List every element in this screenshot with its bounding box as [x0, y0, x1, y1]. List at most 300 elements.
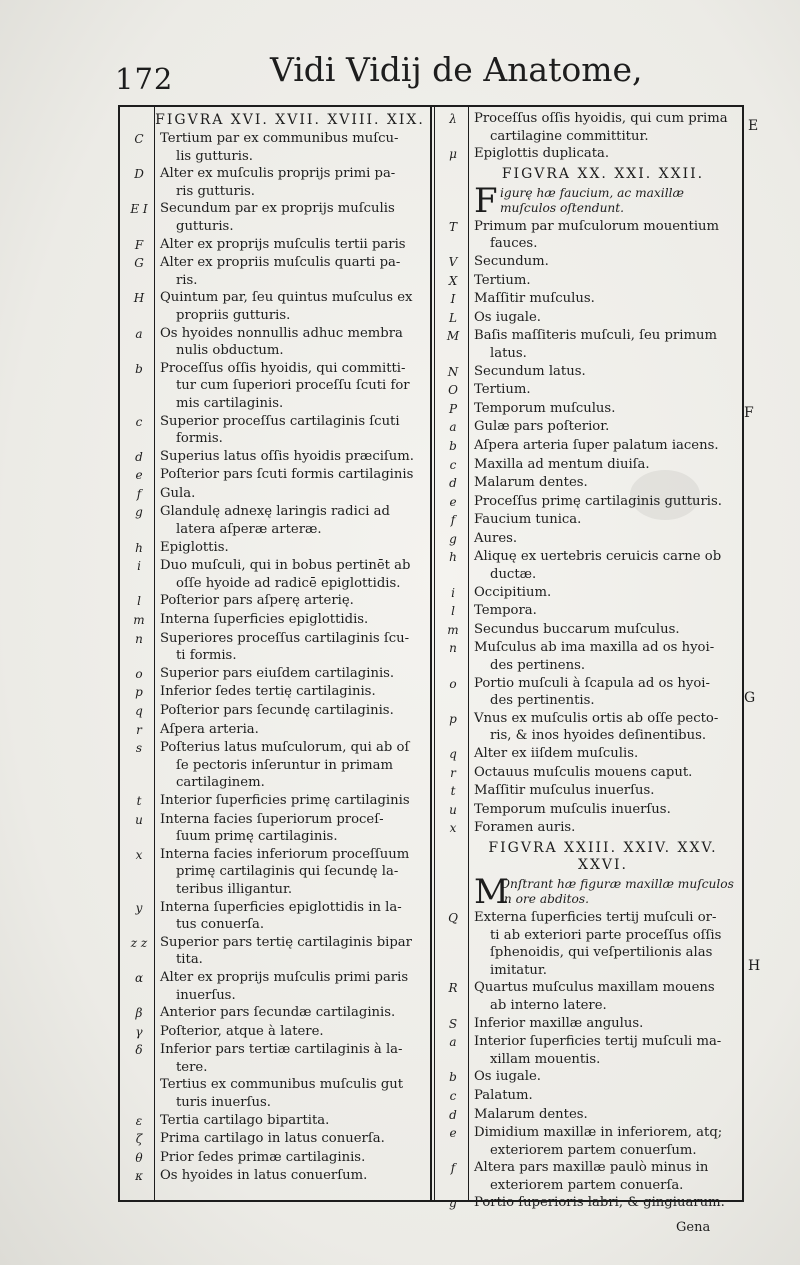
entry-line: Interna ſuperficies epiglottidis. — [160, 612, 369, 628]
entry-key: q — [449, 747, 457, 761]
entry-line: Interna facies inferiorum proceſſuum — [160, 846, 410, 862]
legend-entry — [122, 503, 428, 538]
entry-key: κ — [135, 1169, 143, 1184]
entry-line: Proceſſus primę cartilaginis gutturis. — [474, 493, 722, 509]
entry-line: Gula. — [160, 485, 196, 501]
legend-entry — [122, 165, 428, 200]
entry-line: Malarum dentes. — [474, 1106, 588, 1122]
entry-key: μ — [449, 147, 457, 162]
entry-line: Os hyoides nonnullis adhuc membra — [160, 325, 403, 341]
entry-key: g — [449, 1196, 457, 1211]
legend-entry — [122, 630, 428, 665]
legend-entry — [122, 557, 428, 592]
entry-text — [156, 592, 428, 610]
legend-entry — [436, 801, 740, 820]
legend-entry — [436, 474, 740, 493]
entry-text — [156, 665, 428, 683]
legend-entry — [122, 1004, 428, 1023]
entry-line: Poſterior pars ſecundę cartilaginis. — [160, 703, 394, 718]
catchword: Gena — [676, 1220, 711, 1235]
entry-key: d — [449, 1107, 457, 1122]
entry-key: S — [448, 1016, 458, 1031]
entry-text — [470, 381, 740, 399]
legend-entry — [436, 548, 740, 583]
entry-line: Os iugale. — [474, 1069, 541, 1085]
entry-key: t — [450, 784, 456, 799]
entry-text — [470, 621, 740, 639]
entry-key: b — [449, 438, 457, 453]
entry-line: Maxilla ad mentum diuiſa. — [474, 456, 650, 472]
entry-key: δ — [135, 1043, 143, 1058]
legend-entry — [122, 448, 428, 467]
legend-entry — [122, 683, 428, 702]
entry-key: f — [136, 486, 142, 501]
entry-text — [156, 325, 428, 360]
legend-entry — [122, 360, 428, 413]
entry-key: i — [137, 559, 141, 574]
entry-line: Faucium tunica. — [474, 512, 582, 528]
legend-entry — [436, 1124, 740, 1159]
entry-line: Maſſitir muſculus. — [474, 291, 595, 307]
entry-line: Portio muſculi à ſcapula ad os hyoi- — [474, 675, 710, 691]
legend-entry — [436, 400, 740, 419]
legend-entry — [122, 665, 428, 684]
entry-key: a — [449, 1035, 457, 1050]
entry-line: cartilagine committitur. — [490, 128, 649, 144]
entry-line: Foramen auris. — [474, 820, 576, 836]
legend-entry — [436, 530, 740, 549]
legend-entry — [436, 272, 740, 291]
margin-letter-h: H — [748, 958, 761, 974]
entry-line: Proceſſus oſſis hyoidis, qui cum prima — [474, 111, 728, 126]
entry-text — [470, 801, 740, 819]
legend-entry — [436, 363, 740, 382]
entry-line: Octauus muſculis mouens caput. — [474, 764, 693, 780]
entry-text — [470, 272, 740, 290]
entry-line: Tertium. — [474, 382, 531, 398]
entry-key: c — [135, 414, 143, 429]
entry-line: ab interno latere. — [490, 997, 607, 1013]
legend-entry — [122, 592, 428, 611]
entry-text — [470, 145, 740, 163]
entry-line: Tertius ex communibus muſculis gut — [160, 1077, 404, 1093]
entry-text — [470, 979, 740, 1014]
entry-line: Alter ex muſculis proprijs primi pa- — [160, 166, 396, 182]
entry-text — [470, 819, 740, 837]
entry-key: z z — [130, 935, 148, 950]
entry-line: Superior proceſſus cartilaginis ſcuti — [160, 413, 400, 429]
entry-line: ti ab exteriori parte proceſſus oſſis — [490, 927, 722, 943]
entry-text — [156, 721, 428, 739]
entry-line: Aſpera arteria ſuper palatum iacens. — [474, 437, 719, 453]
entry-key: θ — [135, 1150, 143, 1165]
entry-line: Superior pars tertię cartilaginis bipar — [160, 934, 412, 950]
entry-text — [470, 218, 740, 253]
entry-line: Temporum muſculis inuerſus. — [474, 801, 671, 817]
entry-text — [470, 437, 740, 455]
entry-line: inuerſus. — [176, 987, 236, 1003]
entry-line: Quartus muſculus maxillam mouens — [474, 980, 715, 996]
entry-line: Alter ex iiſdem muſculis. — [474, 746, 639, 761]
entry-line: Poſterior, atque à latere. — [160, 1023, 324, 1039]
margin-letter-f: F — [744, 405, 754, 421]
legend-entry — [436, 1087, 740, 1106]
legend-entry — [436, 745, 740, 764]
entry-line: Prima cartilago in latus conuerſa. — [160, 1131, 385, 1147]
entry-line: Os iugale. — [474, 309, 541, 325]
entry-line: formis. — [176, 431, 223, 447]
legend-entry — [122, 792, 428, 811]
entry-key: g — [449, 531, 457, 546]
entry-line: turis inuerſus. — [176, 1095, 271, 1111]
entry-line: mis cartilaginis. — [176, 395, 284, 411]
entry-text — [470, 511, 740, 529]
legend-entry — [122, 1112, 428, 1131]
left-column — [122, 110, 428, 1198]
entry-text — [156, 289, 428, 324]
entry-line: gutturis. — [176, 218, 234, 234]
entry-line: Vnus ex muſculis ortis ab oſſe pecto- — [474, 710, 719, 726]
entry-text — [470, 1159, 740, 1194]
legend-entry — [122, 611, 428, 630]
legend-entry — [436, 381, 740, 400]
entry-text — [156, 739, 428, 792]
entry-text — [470, 764, 740, 782]
center-rule-b — [434, 105, 435, 1201]
entry-key: α — [134, 970, 144, 985]
figure-heading: FIGVRA XXIII. XXIV. XXV. XXVI. — [488, 839, 718, 873]
entry-key: e — [449, 1126, 457, 1141]
entry-line: Interior ſuperficies primę cartilaginis — [160, 792, 410, 808]
entry-line: Tertium par ex communibus muſcu- — [160, 131, 399, 146]
figure-intro — [436, 871, 740, 912]
entry-line: Proceſſus oſſis hyoidis, qui committi- — [160, 360, 406, 376]
entry-key: a — [135, 326, 143, 341]
entry-text — [156, 254, 428, 289]
figure-intro — [436, 180, 740, 221]
entry-line: imitatur. — [490, 962, 547, 978]
legend-entry — [436, 909, 740, 979]
entry-key: x — [449, 821, 457, 836]
page-number: 172 — [115, 62, 174, 96]
legend-entry — [122, 1130, 428, 1149]
entry-key: s — [135, 741, 143, 756]
entry-text — [156, 792, 428, 810]
entry-text — [470, 1194, 740, 1212]
entry-line: tere. — [176, 1059, 208, 1075]
legend-entry — [436, 290, 740, 309]
margin-letter-e: E — [748, 118, 759, 134]
entry-line: teribus illigantur. — [176, 881, 293, 897]
legend-entry — [436, 710, 740, 745]
legend-entry — [436, 511, 740, 530]
entry-key: p — [135, 685, 143, 700]
legend-entry — [122, 811, 428, 846]
entry-line: Secundum. — [474, 253, 549, 269]
entry-text — [470, 110, 740, 145]
entry-key: T — [448, 219, 457, 234]
legend-entry — [436, 437, 740, 456]
entry-line: cartilaginem. — [176, 775, 265, 791]
entry-key: t — [136, 793, 142, 808]
legend-entry — [122, 539, 428, 558]
entry-key: b — [449, 1070, 457, 1085]
entry-text — [470, 1087, 740, 1105]
legend-entry — [436, 1159, 740, 1194]
entry-text — [156, 413, 428, 448]
legend-entry — [122, 485, 428, 504]
entry-text — [156, 1149, 428, 1167]
entry-line: Inferior pars tertiæ cartilaginis à la- — [160, 1042, 403, 1058]
legend-entry — [436, 218, 740, 253]
entry-text — [470, 1124, 740, 1159]
entry-text — [470, 309, 740, 327]
entry-text — [470, 675, 740, 710]
entry-text — [156, 969, 428, 1004]
entry-key: V — [448, 254, 458, 269]
entry-key: e — [449, 494, 457, 509]
legend-entry — [436, 782, 740, 801]
legend-entry — [436, 418, 740, 437]
entry-text — [156, 1004, 428, 1022]
legend-entry — [122, 1076, 428, 1111]
entry-key: G — [134, 256, 144, 271]
entry-text — [470, 290, 740, 308]
entry-key: P — [448, 401, 458, 416]
legend-entry — [122, 466, 428, 485]
legend-entry — [436, 764, 740, 783]
entry-text — [156, 811, 428, 846]
legend-entry — [122, 200, 428, 235]
entry-text — [156, 683, 428, 701]
entry-text — [156, 236, 428, 254]
legend-entry — [122, 721, 428, 740]
entry-key: f — [450, 1161, 456, 1176]
entry-text — [156, 846, 428, 899]
entry-text — [470, 639, 740, 674]
entry-line: Inferior ſedes tertię cartilaginis. — [160, 684, 376, 700]
entry-key: ε — [135, 1113, 143, 1128]
entry-line: Poſterior pars aſperę arterię. — [160, 593, 354, 609]
entry-key: C — [134, 132, 144, 146]
legend-entry — [122, 934, 428, 969]
entry-text — [470, 1033, 740, 1068]
entry-text — [156, 1167, 428, 1185]
entry-line: ti formis. — [176, 648, 237, 664]
entry-line: des pertinentis. — [490, 693, 595, 709]
entry-key: O — [448, 383, 458, 398]
legend-entry — [122, 1023, 428, 1042]
legend-entry — [122, 130, 428, 165]
drop-cap: F — [474, 180, 498, 221]
entry-line: Superius latus oſſis hyoidis præciſum. — [160, 448, 414, 464]
entry-text — [156, 1041, 428, 1076]
legend-entry — [436, 145, 740, 164]
entry-text — [470, 1106, 740, 1124]
legend-entry — [436, 327, 740, 362]
entry-line: Portio ſuperioris labri, & gingiuarum. — [474, 1195, 725, 1211]
entry-line: Maſſitir muſculus inuerſus. — [474, 783, 655, 799]
entry-text — [470, 548, 740, 583]
entry-key: H — [133, 291, 145, 306]
entry-line: latera aſperæ arteræ. — [176, 522, 322, 538]
legend-entry — [122, 325, 428, 360]
legend-entry — [122, 739, 428, 792]
entry-line: ris. — [176, 272, 198, 288]
entry-text — [156, 200, 428, 235]
entry-key — [122, 1076, 156, 1077]
legend-entry — [436, 1068, 740, 1087]
entry-key: c — [449, 457, 457, 472]
entry-line: Aliquę ex uertebris ceruicis carne ob — [474, 549, 722, 565]
legend-entry — [122, 236, 428, 255]
entry-text — [156, 165, 428, 200]
entry-key: e — [135, 468, 143, 483]
entry-key: Q — [448, 910, 458, 925]
entry-line: Secundum latus. — [474, 363, 586, 379]
entry-line: Externa ſuperficies tertij muſculi or- — [474, 909, 717, 925]
entry-line: Quintum par, ſeu quintus muſculus ex — [160, 290, 413, 306]
entry-line: Superior pars eiuſdem cartilaginis. — [160, 665, 395, 681]
entry-line: Alter ex propriis muſculis quarti pa- — [160, 255, 401, 271]
entry-key: l — [451, 604, 455, 619]
entry-text — [470, 253, 740, 271]
legend-entry — [122, 413, 428, 448]
entry-line: ris gutturis. — [176, 183, 255, 199]
entry-text — [156, 611, 428, 629]
entry-line: ſe pectoris inſeruntur in primam — [176, 757, 393, 773]
legend-entry — [436, 456, 740, 475]
entry-text — [470, 909, 740, 979]
entry-text — [470, 782, 740, 800]
entry-key: u — [449, 802, 457, 817]
entry-key: i — [451, 585, 455, 600]
figure-heading: FIGVRA XX. XXI. XXII. — [501, 165, 705, 182]
entry-line: nulis obductum. — [176, 343, 284, 359]
entry-line: ſuum primę cartilaginis. — [176, 829, 338, 845]
entry-line: Muſculus ab ima maxilla ad os hyoi- — [474, 640, 715, 656]
entry-key: p — [449, 711, 457, 726]
entry-line: ris, & inos hyoides deſinentibus. — [490, 728, 707, 744]
entry-line: Interior ſuperficies tertij muſculi ma- — [474, 1034, 722, 1050]
entry-line: Poſterius latus muſculorum, qui ab oſ — [160, 740, 410, 756]
entry-text — [470, 418, 740, 436]
entry-key: f — [450, 513, 456, 528]
entry-text — [156, 1112, 428, 1130]
legend-entry — [122, 1167, 428, 1186]
entry-key: n — [449, 641, 457, 656]
legend-entry — [436, 1033, 740, 1068]
entry-key: l — [137, 594, 141, 609]
legend-entry — [436, 602, 740, 621]
left-frame-rule — [118, 105, 120, 1201]
entry-text — [156, 503, 428, 538]
entry-line: Epiglottis duplicata. — [474, 146, 610, 162]
entry-key: γ — [135, 1024, 143, 1039]
entry-text — [156, 360, 428, 413]
legend-entry — [436, 584, 740, 603]
entry-key: R — [448, 981, 458, 996]
entry-key: n — [135, 631, 143, 646]
entry-text — [470, 1015, 740, 1033]
entry-line: Baſis maſſiteris muſculi, ſeu primum — [474, 328, 717, 344]
entry-key: a — [449, 420, 457, 435]
entry-text — [156, 934, 428, 969]
entry-text — [470, 474, 740, 492]
entry-line: Tempora. — [474, 603, 537, 619]
entry-line: Palatum. — [474, 1087, 533, 1103]
right-frame-rule — [742, 105, 744, 1201]
entry-line: Alter ex proprijs muſculis primi paris — [160, 969, 409, 985]
entry-text — [156, 130, 428, 165]
legend-entry — [122, 899, 428, 934]
entry-key: F — [134, 237, 144, 252]
entry-text — [470, 363, 740, 381]
legend-entry — [122, 289, 428, 324]
entry-line: Interna ſuperficies epiglottidis in la- — [160, 899, 402, 915]
entry-text — [470, 400, 740, 418]
entry-line: Primum par muſculorum mouentium — [474, 218, 720, 234]
entry-line: Anterior pars ſecundæ cartilaginis. — [160, 1005, 396, 1021]
entry-line: tus conuerſa. — [176, 917, 265, 933]
entry-line: Poſterior pars ſcuti formis cartilaginis — [160, 467, 414, 483]
entry-line: ſphenoidis, qui veſpertilionis alas — [490, 945, 713, 961]
entry-line: Inferior maxillæ angulus. — [474, 1015, 644, 1031]
legend-entry — [436, 110, 740, 145]
entry-line: Malarum dentes. — [474, 475, 588, 491]
legend-entry — [122, 969, 428, 1004]
entry-line: Temporum muſculus. — [474, 400, 616, 416]
entry-key: L — [449, 310, 457, 325]
legend-entry — [436, 253, 740, 272]
entry-key: D — [134, 167, 144, 182]
entry-line: Gulæ pars poſterior. — [474, 419, 610, 435]
entry-text — [156, 485, 428, 503]
entry-text — [156, 630, 428, 665]
legend-entry — [436, 309, 740, 328]
entry-line: lis gutturis. — [176, 148, 253, 164]
entry-line: Aſpera arteria. — [160, 721, 259, 737]
entry-text — [470, 530, 740, 548]
entry-line: exteriorem partem conuerſa. — [490, 1177, 684, 1193]
entry-line: ductæ. — [490, 567, 537, 583]
entry-line: Secundus buccarum muſculus. — [474, 621, 680, 637]
entry-key: o — [449, 676, 457, 691]
entry-line: Epiglottis. — [160, 539, 229, 555]
entry-line: Altera pars maxillæ paulò minus in — [474, 1160, 709, 1176]
entry-line: latus. — [490, 345, 527, 361]
entry-text — [470, 745, 740, 763]
entry-key: y — [135, 900, 143, 915]
legend-entry — [436, 1106, 740, 1125]
entry-key: g — [135, 505, 143, 520]
legend-entry — [122, 1041, 428, 1076]
entry-line: Superiores proceſſus cartilaginis ſcu- — [160, 630, 410, 646]
figure-heading: FIGVRA XVI. XVII. XVIII. XIX. — [155, 112, 425, 128]
intro-text: igurę hæ faucium, ac maxillæ muſculos oſtendunt. — [500, 185, 684, 215]
entry-key: m — [447, 622, 459, 637]
legend-entry — [122, 254, 428, 289]
entry-text — [470, 1068, 740, 1086]
entry-key: d — [135, 449, 143, 464]
entry-key: I — [450, 292, 456, 307]
entry-line: Secundum par ex proprijs muſculis — [160, 201, 395, 217]
legend-entry — [122, 702, 428, 721]
entry-text — [470, 710, 740, 745]
entry-key: b — [135, 361, 143, 376]
entry-key: M — [446, 329, 460, 344]
entry-text — [156, 557, 428, 592]
